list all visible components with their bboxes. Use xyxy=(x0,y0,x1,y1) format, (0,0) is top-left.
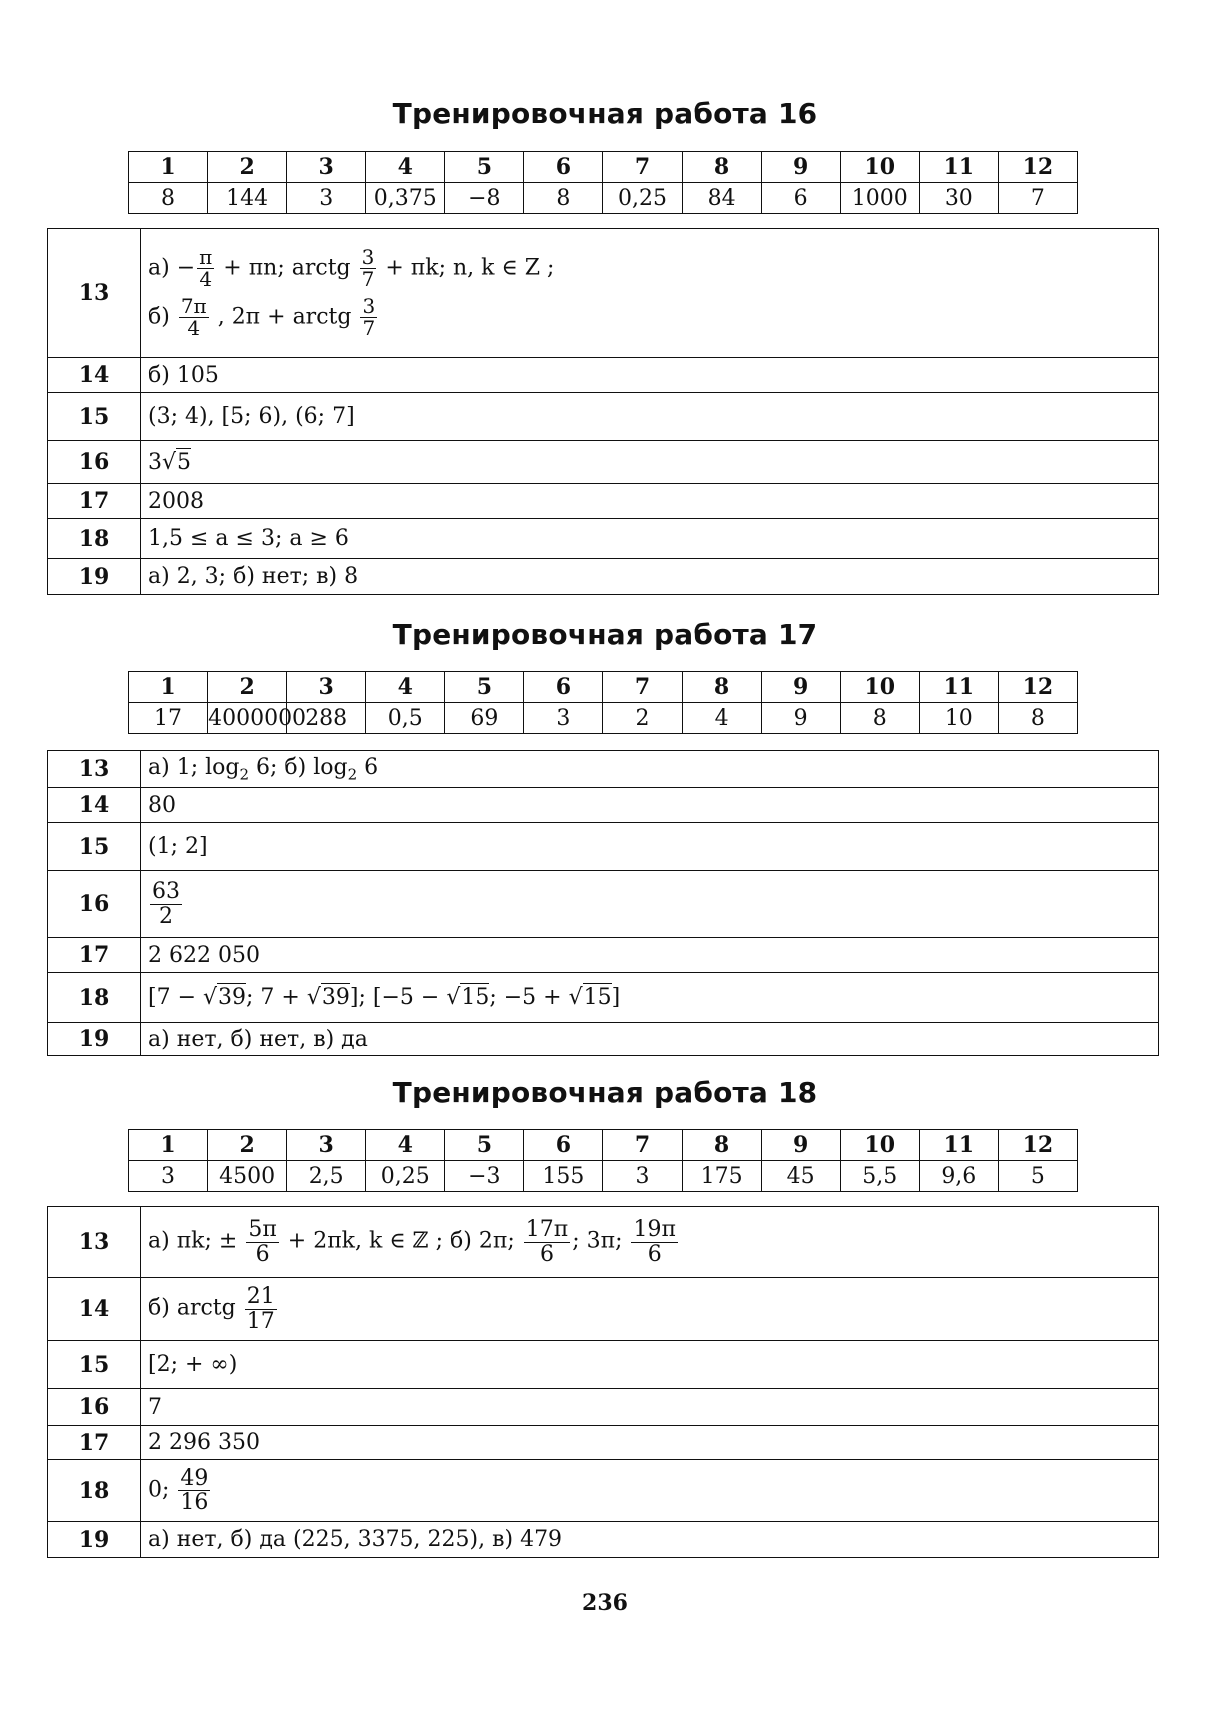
answer-value: 175 xyxy=(682,1161,761,1192)
task-number: 14 xyxy=(48,788,141,823)
answer-value: 9 xyxy=(761,703,840,734)
task-number: 13 xyxy=(48,751,141,788)
task-number: 4 xyxy=(366,672,445,703)
task-number: 17 xyxy=(48,1426,141,1460)
answer-cell: 80 xyxy=(141,788,1159,823)
task-number: 18 xyxy=(48,519,141,559)
answer-value: −8 xyxy=(445,183,524,214)
task-number: 8 xyxy=(682,152,761,183)
task-number: 9 xyxy=(761,672,840,703)
task-number: 9 xyxy=(761,152,840,183)
task-number: 12 xyxy=(998,152,1077,183)
task-number: 9 xyxy=(761,1130,840,1161)
answer-cell: 2 296 350 xyxy=(141,1426,1159,1460)
answer-cell: 1,5 ≤ a ≤ 3; a ≥ 6 xyxy=(141,519,1159,559)
answer-cell: 3√5 xyxy=(141,441,1159,484)
answer-value: 8 xyxy=(840,703,919,734)
answer-cell: [2; + ∞) xyxy=(141,1341,1159,1389)
task-number: 3 xyxy=(287,1130,366,1161)
task-number: 2 xyxy=(208,152,287,183)
task-number: 18 xyxy=(48,1460,141,1522)
answer-value: 69 xyxy=(445,703,524,734)
answer-value: 288 xyxy=(287,703,366,734)
answer-value: 144 xyxy=(208,183,287,214)
answer-value: 0,25 xyxy=(603,183,682,214)
task-number: 17 xyxy=(48,938,141,973)
task-number: 6 xyxy=(524,152,603,183)
task-number: 16 xyxy=(48,441,141,484)
answer-value: 3 xyxy=(287,183,366,214)
task-number: 2 xyxy=(208,672,287,703)
task-number: 15 xyxy=(48,393,141,441)
answer-cell: 2 622 050 xyxy=(141,938,1159,973)
task-number: 7 xyxy=(603,672,682,703)
answer-value: 1000 xyxy=(840,183,919,214)
task-number: 3 xyxy=(287,672,366,703)
task-number: 1 xyxy=(129,1130,208,1161)
answer-value: 0,375 xyxy=(366,183,445,214)
short-answers-table xyxy=(128,671,1078,734)
task-number: 4 xyxy=(366,152,445,183)
task-number: 13 xyxy=(48,1207,141,1278)
answer-value: 9,6 xyxy=(919,1161,998,1192)
task-number: 5 xyxy=(445,1130,524,1161)
answer-value: 4000000 xyxy=(208,703,287,734)
answer-cell: а) нет, б) нет, в) да xyxy=(141,1023,1159,1056)
answer-cell: $\frac{63}{2}$ xyxy=(141,871,1159,938)
answer-value: 3 xyxy=(524,703,603,734)
task-number: 10 xyxy=(840,152,919,183)
task-number: 15 xyxy=(48,1341,141,1389)
task-number: 15 xyxy=(48,823,141,871)
answer-value: 2 xyxy=(603,703,682,734)
answer-value: −3 xyxy=(445,1161,524,1192)
answer-cell: а) 2, 3; б) нет; в) 8 xyxy=(141,559,1159,595)
answer-cell: а) − $\frac{\pi}{4}$ + πn; arctg $\frac{3}{7}$ + πk; n, k ∈ Z ; б) $\frac{7\pi}{4}$ , 2π + arctg $\frac{3}{7}$ xyxy=(141,229,1159,358)
section-title: Тренировочная работа 18 xyxy=(392,1076,818,1109)
task-number: 18 xyxy=(48,973,141,1023)
task-number: 13 xyxy=(48,229,141,358)
answer-value: 84 xyxy=(682,183,761,214)
page-number: 236 xyxy=(582,1590,628,1616)
task-number: 5 xyxy=(445,152,524,183)
task-number: 1 xyxy=(129,672,208,703)
answer-value: 0,25 xyxy=(366,1161,445,1192)
task-number: 19 xyxy=(48,1522,141,1558)
task-number: 11 xyxy=(919,672,998,703)
answer-value: 8 xyxy=(129,183,208,214)
task-number: 6 xyxy=(524,1130,603,1161)
answer-value: 8 xyxy=(524,183,603,214)
task-number: 6 xyxy=(524,672,603,703)
task-number: 11 xyxy=(919,1130,998,1161)
task-number: 10 xyxy=(840,672,919,703)
answer-cell: а) 1; $\log_2 6$; б) $\log_2 6$ xyxy=(141,751,1159,788)
answer-value: 5,5 xyxy=(840,1161,919,1192)
answer-cell: [7 − √39; 7 + √39]; [−5 − √15; −5 + √15] xyxy=(141,973,1159,1023)
answer-cell: а) нет, б) да (225, 3375, 225), в) 479 xyxy=(141,1522,1159,1558)
task-number: 8 xyxy=(682,672,761,703)
task-number: 12 xyxy=(998,1130,1077,1161)
task-number: 19 xyxy=(48,1023,141,1056)
task-number: 16 xyxy=(48,871,141,938)
answer-cell: а) πk; ± $\frac{5\pi}{6}$ + 2πk, k ∈ ℤ ; б) 2π; $\frac{17\pi}{6}$ ; 3π; $\frac{19\pi}{6}$ xyxy=(141,1207,1159,1278)
task-number: 2 xyxy=(208,1130,287,1161)
answer-value: 30 xyxy=(919,183,998,214)
task-number: 8 xyxy=(682,1130,761,1161)
task-number: 14 xyxy=(48,1278,141,1341)
answer-cell: б) arctg $\frac{21}{17}$ xyxy=(141,1278,1159,1341)
task-number: 10 xyxy=(840,1130,919,1161)
long-answers-table xyxy=(47,228,1159,595)
answer-value: 4500 xyxy=(208,1161,287,1192)
task-number: 19 xyxy=(48,559,141,595)
answer-cell: 7 xyxy=(141,1389,1159,1426)
section-title: Тренировочная работа 16 xyxy=(392,97,818,130)
answer-value: 8 xyxy=(998,703,1077,734)
task-number: 4 xyxy=(366,1130,445,1161)
task-number: 16 xyxy=(48,1389,141,1426)
answer-value: 2,5 xyxy=(287,1161,366,1192)
answer-value: 45 xyxy=(761,1161,840,1192)
task-number: 11 xyxy=(919,152,998,183)
task-number: 1 xyxy=(129,152,208,183)
answer-value: 7 xyxy=(998,183,1077,214)
section-title: Тренировочная работа 17 xyxy=(392,618,818,651)
long-answers-table xyxy=(47,1206,1159,1558)
answer-cell: 2008 xyxy=(141,484,1159,519)
long-answers-table xyxy=(47,750,1159,1056)
answer-value: 4 xyxy=(682,703,761,734)
answer-value: 10 xyxy=(919,703,998,734)
task-number: 14 xyxy=(48,358,141,393)
answer-cell: (3; 4), [5; 6), (6; 7] xyxy=(141,393,1159,441)
task-number: 7 xyxy=(603,152,682,183)
task-number: 17 xyxy=(48,484,141,519)
answer-value: 6 xyxy=(761,183,840,214)
answer-value: 0,5 xyxy=(366,703,445,734)
short-answers-table xyxy=(128,1129,1078,1192)
answer-value: 155 xyxy=(524,1161,603,1192)
task-number: 12 xyxy=(998,672,1077,703)
answer-cell: (1; 2] xyxy=(141,823,1159,871)
task-number: 7 xyxy=(603,1130,682,1161)
short-answers-table xyxy=(128,151,1078,214)
task-number: 3 xyxy=(287,152,366,183)
task-number: 5 xyxy=(445,672,524,703)
answer-value: 5 xyxy=(998,1161,1077,1192)
answer-value: 3 xyxy=(603,1161,682,1192)
answer-cell: 0; $\frac{49}{16}$ xyxy=(141,1460,1159,1522)
answer-value: 17 xyxy=(129,703,208,734)
answer-cell: б) 105 xyxy=(141,358,1159,393)
answer-value: 3 xyxy=(129,1161,208,1192)
